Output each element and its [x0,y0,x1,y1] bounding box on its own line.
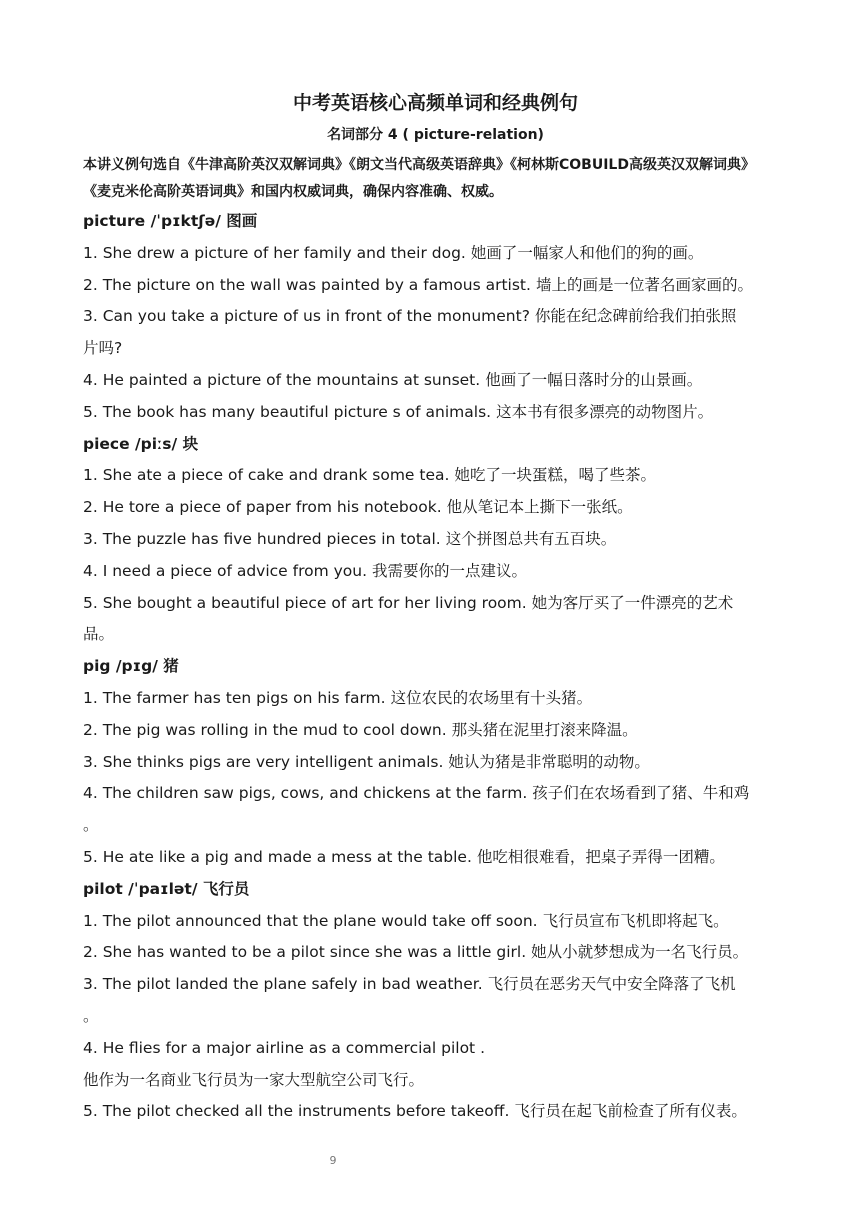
example-sentence [83,778,788,810]
english-sentence: 3. The pilot landed the plane safely in bad weather. [83,975,483,994]
example-sentence [83,524,788,556]
example-sentence [83,365,788,397]
intro-line: 《麦克米伦高阶英语词典》和国内权威词典，确保内容准确、权威。 [83,184,503,200]
english-sentence: 5. The book has many beautiful picture s of animals. [83,402,492,421]
english-sentence: 4. He flies for a major airline as a commercial pilot . [83,1038,485,1057]
continuation-line: 他作为一名商业飞行员为一家大型航空公司飞行。 [83,1070,425,1089]
english-sentence: 2. He tore a piece of paper from his notebook. [83,498,442,517]
english-sentence: 5. She bought a beautiful piece of art for her living room. [83,593,527,612]
chinese-translation: 这本书有很多漂亮的动物图片。 [496,402,714,421]
chinese-translation: 飞行员在恶劣天气中安全降落了飞机 [487,975,736,994]
chinese-translation: 他从笔记本上撕下一张纸。 [446,498,633,517]
example-sentence [83,747,788,779]
example-sentence [83,238,788,270]
chinese-translation: 飞行员宣布飞机即将起飞。 [542,911,729,930]
chinese-translation: 这个拼图总共有五百块。 [445,529,617,548]
example-sentence [83,906,788,938]
example-sentence [83,842,788,874]
english-sentence: 4. The children saw pigs, cows, and chickens at the farm. [83,784,528,803]
word-heading: pig /pɪg/ 猪 [83,657,179,676]
chinese-translation: 飞行员在起飞前检查了所有仪表。 [514,1102,747,1121]
example-sentence [83,683,788,715]
word-heading: pilot /ˈpaɪlət/ 飞行员 [83,879,250,898]
example-sentence [83,969,788,1001]
example-sentence [83,270,788,302]
chinese-translation: 墙上的画是一位著名画家画的。 [535,275,753,294]
example-sentence [83,397,788,429]
page-subtitle: 名词部分 4 ( picture-relation) [327,127,544,143]
continuation-line: 。 [83,816,99,835]
example-sentence [83,492,788,524]
intro-line: 本讲义例句选自《牛津高阶英汉双解词典》《朗文当代高级英语辞典》《柯林斯COBUILD高级英汉双解词典》 [83,157,755,173]
continuation-line: 片吗? [83,339,123,358]
chinese-translation: 你能在纪念碑前给我们拍张照 [534,307,737,326]
chinese-translation: 她画了一幅家人和他们的狗的画。 [470,243,704,262]
english-sentence: 2. The pig was rolling in the mud to cool down. [83,720,447,739]
chinese-translation: 孩子们在农场看到了猪、牛和鸡 [532,784,750,803]
continuation-line: 。 [83,1006,99,1025]
example-sentence [83,301,788,333]
chinese-translation: 他画了一幅日落时分的山景画。 [485,370,703,389]
english-sentence: 3. The puzzle has five hundred pieces in total. [83,529,441,548]
intro-note [83,152,788,206]
chinese-translation: 这位农民的农场里有十头猪。 [390,688,593,707]
english-sentence: 5. He ate like a pig and made a mess at the table. [83,847,472,866]
chinese-translation: 她吃了一块蛋糕，喝了些茶。 [454,466,656,485]
example-sentence [83,556,788,588]
english-sentence: 1. She drew a picture of her family and their dog. [83,243,466,262]
chinese-translation: 那头猪在泥里打滚来降温。 [451,720,638,739]
english-sentence: 3. She thinks pigs are very intelligent animals. [83,752,444,771]
chinese-translation: 她为客厅买了一件漂亮的艺术 [531,593,734,612]
english-sentence: 2. The picture on the wall was painted by a famous artist. [83,275,531,294]
example-sentence [83,1033,788,1065]
english-sentence: 4. I need a piece of advice from you. [83,561,368,580]
chinese-translation: 她认为猪是非常聪明的动物。 [448,752,650,771]
english-sentence: 1. The farmer has ten pigs on his farm. [83,688,386,707]
chinese-translation: 他吃相很难看，把桌子弄得一团糟。 [476,847,725,866]
example-sentence [83,588,788,620]
english-sentence: 4. He painted a picture of the mountains at sunset. [83,370,481,389]
example-sentence [83,1096,788,1128]
english-sentence: 3. Can you take a picture of us in front of the monument? [83,307,530,326]
entries-body [83,206,788,1128]
example-sentence [83,937,788,969]
chinese-translation: 她从小就梦想成为一名飞行员。 [531,943,749,962]
english-sentence: 1. The pilot announced that the plane would take off soon. [83,911,538,930]
page-title: 中考英语核心高频单词和经典例句 [292,92,578,114]
page-number: 9 [329,1154,337,1167]
continuation-line: 品。 [83,625,115,644]
chinese-translation: 我需要你的一点建议。 [372,561,528,580]
english-sentence: 5. The pilot checked all the instruments before takeoff. [83,1102,510,1121]
example-sentence [83,715,788,747]
word-heading: picture /ˈpɪktʃə/ 图画 [83,212,258,230]
example-sentence [83,460,788,492]
english-sentence: 2. She has wanted to be a pilot since she was a little girl. [83,943,527,962]
english-sentence: 1. She ate a piece of cake and drank some tea. [83,466,450,485]
word-heading: piece /piːs/ 块 [83,434,199,453]
